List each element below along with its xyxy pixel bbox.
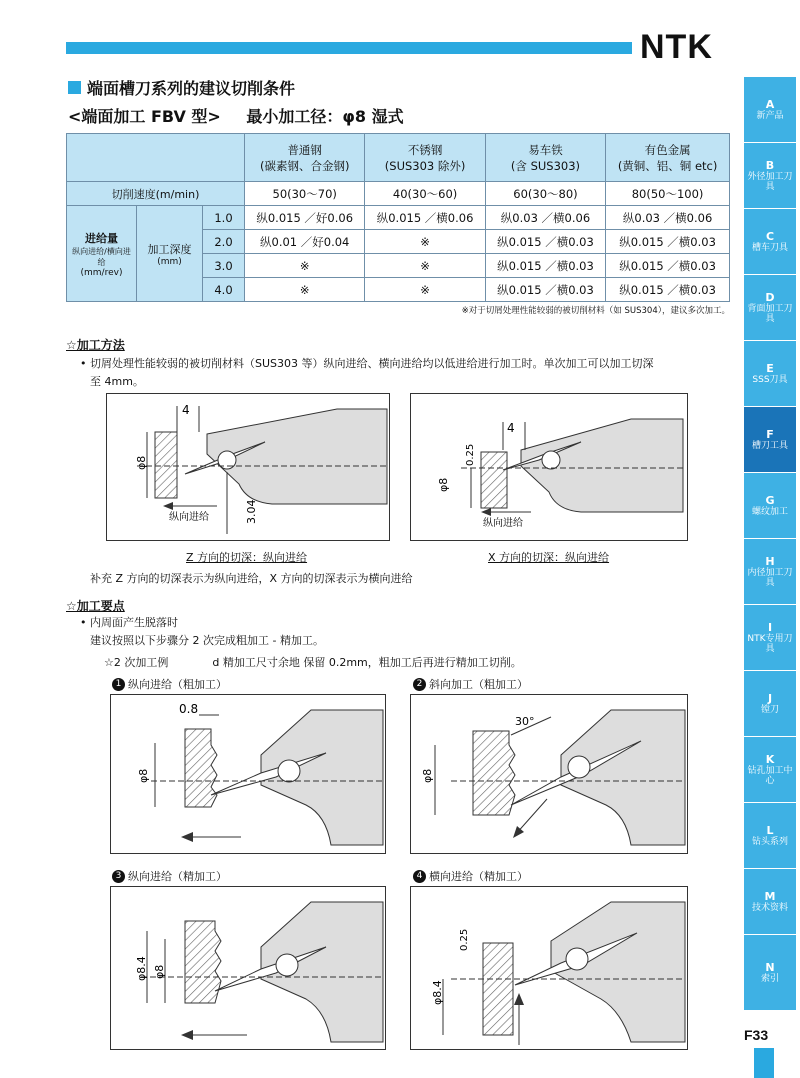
tab-text: 新产品 <box>756 111 784 121</box>
feed-cell: ※ <box>245 254 365 278</box>
depth-value: 2.0 <box>203 230 245 254</box>
speed-value: 80(50～100) <box>606 182 730 206</box>
arrow-head-icon <box>513 826 524 838</box>
step-number-icon: 4 <box>413 870 426 883</box>
method-text-1: • 切屑处理性能较弱的被切削材料（SUS303 等）纵向进给、横向进给均以低进给进行加工时。单次加工可以加工切深 <box>80 357 654 370</box>
depth-label-unit: (mm) <box>157 256 182 267</box>
depth-label <box>137 206 203 302</box>
depth-value: 4.0 <box>203 278 245 302</box>
feed-cell: ※ <box>245 278 365 302</box>
title-square-icon <box>68 81 81 94</box>
page-title <box>68 76 295 99</box>
table-row <box>67 206 730 230</box>
dim-a-label: 0.8 <box>179 702 199 716</box>
material-detail: (黄铜、铝、铜 etc) <box>617 158 718 173</box>
insert-screw-icon <box>542 451 560 469</box>
dim-side-label: 3.04 <box>245 499 258 524</box>
step-text: 纵向进给（精加工） <box>128 870 227 883</box>
tab-c[interactable] <box>744 208 796 274</box>
tab-text: 镗刀 <box>760 705 779 715</box>
tab-f[interactable] <box>744 406 796 472</box>
step-2-label <box>413 676 528 692</box>
cutting-conditions-table <box>66 133 730 302</box>
step-number-icon: 3 <box>112 870 125 883</box>
feed-cell: 纵0.015 ／横0.03 <box>606 278 730 302</box>
tab-a[interactable] <box>744 76 796 142</box>
tab-text: 外径加工刀具 <box>747 172 793 192</box>
method-text-2: 至 4mm。 <box>90 375 144 388</box>
insert-screw-icon <box>278 760 300 782</box>
tab-text: 槽刀工具 <box>751 441 788 451</box>
arrow-head-icon <box>481 508 491 516</box>
step-3-svg <box>111 887 387 1051</box>
diagram-z-direction <box>106 393 390 541</box>
tab-letter: L <box>766 824 774 837</box>
step-1-label <box>112 676 227 692</box>
arrow-head-icon <box>181 1030 193 1040</box>
top-accent-bar <box>66 42 632 54</box>
feed-label-sub: 纵向进给/横向进给 <box>72 246 131 267</box>
diagram-x-svg <box>411 394 689 542</box>
tab-text: 钻头系列 <box>751 837 788 847</box>
workpiece-hatch <box>483 943 513 1035</box>
tab-letter: G <box>765 494 775 507</box>
step-text: 横向进给（精加工） <box>429 870 528 883</box>
tab-letter: F <box>766 428 774 441</box>
material-detail: (碳素钢、合金钢) <box>259 158 350 173</box>
tab-text: 钻孔加工中心 <box>747 766 793 786</box>
material-name: 不锈钢 <box>407 142 443 157</box>
step-text: 纵向进给（粗加工） <box>128 678 227 691</box>
material-header <box>365 134 485 182</box>
tab-letter: A <box>765 98 775 111</box>
feed-cell: 纵0.015 ／好0.06 <box>245 206 365 230</box>
insert-screw-icon <box>566 948 588 970</box>
speed-row <box>67 182 730 206</box>
tab-k[interactable] <box>744 736 796 802</box>
feed-cell: 纵0.03 ／横0.06 <box>485 206 605 230</box>
tab-text: NTK专用刀具 <box>747 634 793 654</box>
workpiece-hatch <box>473 731 515 815</box>
subtitle-right: 最小加工径：φ8 湿式 <box>246 107 404 126</box>
subtitle-left: <端面加工 FBV 型> <box>68 107 221 126</box>
step-1-svg <box>111 695 387 855</box>
page-number: F33 <box>744 1027 769 1043</box>
material-header <box>485 134 605 182</box>
feed-label-unit: (mm/rev) <box>80 267 123 278</box>
material-name: 易车铁 <box>528 142 563 157</box>
diagram-x-caption: X 方向的切深：纵向进给 <box>488 551 610 564</box>
feed-cell: 纵0.015 ／横0.03 <box>485 278 605 302</box>
tab-letter: E <box>766 362 774 375</box>
feed-cell: 纵0.015 ／横0.06 <box>365 206 485 230</box>
page-number-bar <box>754 1048 774 1078</box>
depth-value: 1.0 <box>203 206 245 230</box>
points-text-3: ☆2 次加工例 d 精加工尺寸余地 保留 0.2mm，粗加工后再进行精加工切削。 <box>104 656 522 669</box>
tab-letter: M <box>764 890 776 903</box>
tab-b[interactable] <box>744 142 796 208</box>
tab-d[interactable] <box>744 274 796 340</box>
workpiece-hatch <box>185 729 217 807</box>
method-heading: ☆加工方法 <box>66 338 125 352</box>
feed-cell: ※ <box>365 230 485 254</box>
tab-text: SSS刀具 <box>752 375 788 385</box>
page-title-text: 端面槽刀系列的建议切削条件 <box>87 79 296 98</box>
feed-cell: 纵0.03 ／横0.06 <box>606 206 730 230</box>
dim-a-label: 30° <box>515 715 535 728</box>
table-corner <box>67 134 245 182</box>
arrow-head-icon <box>181 832 193 842</box>
feed-cell: 纵0.015 ／横0.03 <box>485 254 605 278</box>
dim-top-label: 4 <box>182 403 190 417</box>
tab-l[interactable] <box>744 802 796 868</box>
feed-cell: 纵0.015 ／横0.03 <box>485 230 605 254</box>
speed-label: 切削速度(m/min) <box>67 182 245 206</box>
workpiece-hatch <box>481 452 507 508</box>
dim-b-label: φ8.4 <box>431 980 444 1005</box>
step-4-svg <box>411 887 689 1051</box>
tab-e[interactable] <box>744 340 796 406</box>
dim-dia-label: φ8 <box>135 455 148 470</box>
tab-text: 索引 <box>760 974 779 984</box>
step-3-label <box>112 868 227 884</box>
table-header-row <box>67 134 730 182</box>
step-2-svg <box>411 695 689 855</box>
feed-label-title: 进给量 <box>85 231 118 245</box>
tab-text: 内径加工刀具 <box>747 568 793 588</box>
dim-top-label: 4 <box>507 421 515 435</box>
dim-a-label: φ8.4 <box>135 956 148 981</box>
step-1-diagram <box>110 694 386 854</box>
arrow-head-icon <box>163 502 173 510</box>
step-3-diagram <box>110 886 386 1050</box>
tab-text: 技术资料 <box>751 903 788 913</box>
tab-i[interactable] <box>744 604 796 670</box>
diagram-z-caption: Z 方向的切深：纵向进给 <box>186 551 308 564</box>
tab-letter: B <box>765 159 775 172</box>
step-4-label <box>413 868 528 884</box>
material-detail: (SUS303 除外) <box>384 158 466 173</box>
method-note: 补充 Z 方向的切深表示为纵向进给，X 方向的切深表示为横向进给 <box>90 572 413 585</box>
feed-label <box>67 206 137 302</box>
points-heading: ☆加工要点 <box>66 599 125 613</box>
speed-value: 60(30～80) <box>485 182 605 206</box>
feed-cell: 纵0.015 ／横0.03 <box>606 230 730 254</box>
feed-cell: ※ <box>365 254 485 278</box>
step-number-icon: 1 <box>112 678 125 691</box>
depth-value: 3.0 <box>203 254 245 278</box>
arrow-head-icon <box>514 993 524 1005</box>
brand-logo: NTK <box>640 28 713 66</box>
speed-value: 50(30～70) <box>245 182 365 206</box>
step-number-icon: 2 <box>413 678 426 691</box>
insert-screw-icon <box>276 954 298 976</box>
feed-cell: 纵0.01 ／好0.04 <box>245 230 365 254</box>
material-name: 有色金属 <box>644 142 691 157</box>
arrow-label: 纵向进给 <box>169 512 209 523</box>
speed-value: 40(30～60) <box>365 182 485 206</box>
tab-text: 槽车刀具 <box>751 243 788 253</box>
tab-letter: I <box>767 621 773 634</box>
tab-m[interactable] <box>744 868 796 934</box>
diagram-z-svg <box>107 394 391 542</box>
tab-letter: C <box>765 230 775 243</box>
diagram-x-direction <box>410 393 688 541</box>
material-header <box>245 134 365 182</box>
table-footnote: ※对于切屑处理性能较弱的被切削材料（如 SUS304），建议多次加工。 <box>461 306 730 316</box>
material-name: 普通钢 <box>287 142 322 157</box>
tab-letter: H <box>765 555 775 568</box>
step-2-diagram <box>410 694 688 854</box>
tab-j[interactable] <box>744 670 796 736</box>
depth-label-title: 加工深度 <box>147 242 192 256</box>
workpiece-hatch <box>155 432 177 498</box>
tab-h[interactable] <box>744 538 796 604</box>
tool-holder-shape <box>551 902 685 1042</box>
dim-b-label: φ8 <box>153 964 166 979</box>
feed-cell: 纵0.015 ／横0.03 <box>606 254 730 278</box>
tab-text: 背面加工刀具 <box>747 304 793 324</box>
dim-dia-label: φ8 <box>437 477 450 492</box>
tab-letter: K <box>765 753 775 766</box>
tab-letter: N <box>765 961 775 974</box>
tab-g[interactable] <box>744 472 796 538</box>
tab-letter: J <box>767 692 773 705</box>
points-text-1: • 内周面产生脱落时 <box>80 616 178 629</box>
arrow-label: 纵向进给 <box>483 518 523 529</box>
tab-text: 螺纹加工 <box>751 507 788 517</box>
points-text-2: 建议按照以下步骤分 2 次完成粗加工 - 精加工。 <box>90 634 324 647</box>
tab-letter: D <box>765 291 775 304</box>
dim-a-label: 0.25 <box>459 928 470 951</box>
dim-b-label: φ8 <box>421 768 434 783</box>
tab-n[interactable] <box>744 934 796 1010</box>
feed-cell: ※ <box>365 278 485 302</box>
material-header <box>606 134 730 182</box>
dim-025-label: 0.25 <box>465 443 476 466</box>
material-detail: (含 SUS303) <box>510 158 581 173</box>
dim-b-label: φ8 <box>137 768 150 783</box>
tool-holder-shape <box>261 710 383 845</box>
step-4-diagram <box>410 886 688 1050</box>
step-text: 斜向加工（粗加工） <box>429 678 528 691</box>
section-subtitle <box>68 104 404 127</box>
insert-screw-icon <box>568 756 590 778</box>
